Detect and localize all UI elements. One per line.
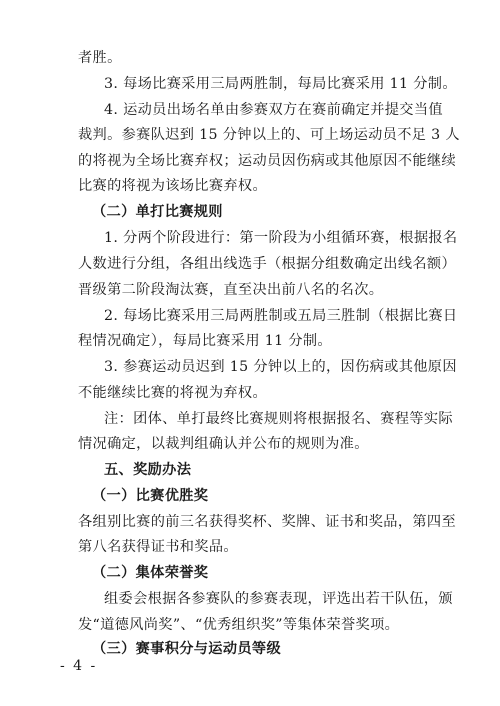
rule-3: 3. 每场比赛采用三局两胜制，每局比赛采用 11 分制。	[104, 76, 457, 92]
singles-rule-1-line3: 晋级第二阶段淘汰赛，直至决出前八名的名次。	[78, 282, 384, 298]
rule-4: 4. 运动员出场名单由参赛双方在赛前确定并提交当值	[104, 102, 443, 118]
singles-rule-2: 2. 每场比赛采用三局两胜制或五局三胜制（根据比赛日	[104, 308, 458, 324]
singles-rule-3-line2: 不能继续比赛的将视为弃权。	[78, 385, 267, 401]
honor-text: 组委会根据各参赛队的参赛表现，评选出若干队伍，颁	[104, 591, 453, 607]
subheading-points-levels: （三）赛事积分与运动员等级	[92, 641, 281, 657]
note: 注：团体、单打最终比赛规则将根据报名、赛程等实际	[104, 411, 453, 427]
section-heading-awards: 五、奖励办法	[104, 462, 192, 478]
singles-rule-1: 1. 分两个阶段进行：第一阶段为小组循环赛，根据报名	[104, 230, 458, 246]
singles-rule-1-line2: 人数进行分组，各组出线选手（根据分组数确定出线名额）	[78, 256, 456, 272]
page-number: - 4 -	[60, 658, 98, 674]
rule-4-line3: 的将视为全场比赛弃权；运动员因伤病或其他原因不能继续	[78, 153, 456, 169]
rule-4-line2: 裁判。参赛队迟到 15 分钟以上的、可上场运动员不足 3 人	[78, 127, 460, 143]
awards-text: 各组别比赛的前三名获得奖杯、奖牌、证书和奖品，第四至	[78, 514, 456, 530]
subheading-collective-honor: （二）集体荣誉奖	[92, 565, 209, 581]
singles-rule-2-line2: 程情况确定），每局比赛采用 11 分制。	[78, 333, 332, 349]
awards-text-line2: 第八名获得证书和奖品。	[78, 539, 238, 555]
section-heading-singles: （二）单打比赛规则	[92, 204, 223, 220]
continued-text: 者胜。	[78, 50, 122, 66]
honor-text-line2: 发“道德风尚奖”、“优秀组织奖”等集体荣誉奖项。	[78, 617, 400, 633]
singles-rule-3: 3. 参赛运动员迟到 15 分钟以上的，因伤病或其他原因	[104, 359, 457, 375]
note-line2: 情况确定，以裁判组确认并公布的规则为准。	[78, 436, 369, 452]
rule-4-line4: 比赛的将视为该场比赛弃权。	[78, 178, 267, 194]
subheading-winner-awards: （一）比赛优胜奖	[92, 488, 209, 504]
